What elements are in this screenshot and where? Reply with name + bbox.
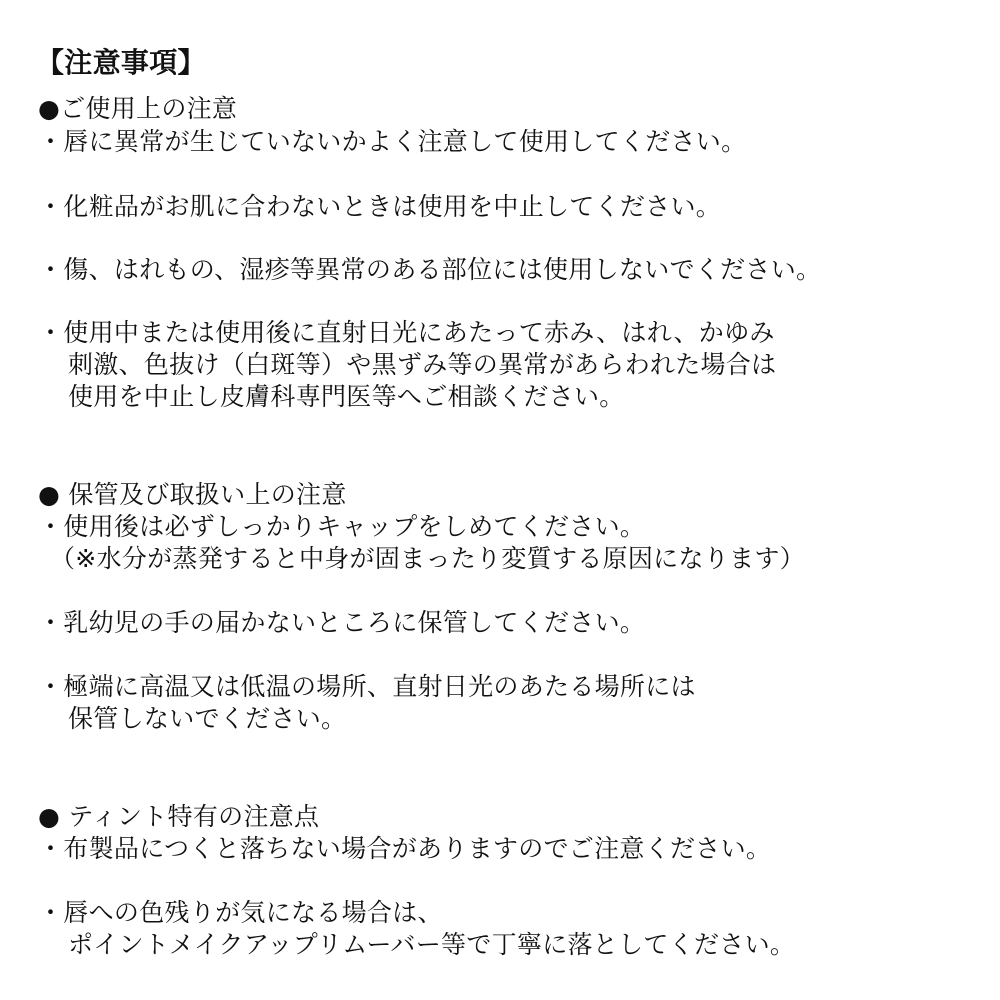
usage-item-sunlight-line-3: 使用を中止し皮膚科専門医等へご相談ください。 <box>68 382 625 411</box>
tint-item-fabric: ・布製品につくと落ちない場合がありますのでご注意ください。 <box>38 834 772 863</box>
storage-heading: ● 保管及び取扱い上の注意 <box>38 480 347 509</box>
tint-heading: ● ティント特有の注意点 <box>38 802 320 831</box>
usage-item-sunlight-line-2: 刺激、色抜け（白斑等）や黒ずみ等の異常があらわれた場合は <box>68 350 777 379</box>
usage-item-damaged-skin: ・傷、はれもの、湿疹等異常のある部位には使用しないでください。 <box>38 255 822 284</box>
storage-item-cap-note: （※水分が蒸発すると中身が固まったり変質する原因になります） <box>50 544 805 573</box>
storage-item-temperature-line-1: ・極端に高温又は低温の場所、直射日光のあたる場所には <box>38 672 696 701</box>
storage-item-cap: ・使用後は必ずしっかりキャップをしめてください。 <box>38 512 646 541</box>
usage-item-skin-mismatch: ・化粧品がお肌に合わないときは使用を中止してください。 <box>38 192 722 221</box>
usage-item-lip-check: ・唇に異常が生じていないかよく注意して使用してください。 <box>38 127 747 156</box>
notice-title: 【注意事項】 <box>36 46 206 79</box>
tint-item-residue-line-2: ポイントメイクアップリムーバー等で丁寧に落としてください。 <box>68 930 796 959</box>
tint-item-residue-line-1: ・唇への色残りが気になる場合は、 <box>38 898 443 927</box>
storage-item-children: ・乳幼児の手の届かないところに保管してください。 <box>38 608 646 637</box>
usage-item-sunlight-line-1: ・使用中または使用後に直射日光にあたって赤み、はれ、かゆみ <box>38 318 775 347</box>
usage-heading: ●ご使用上の注意 <box>38 94 238 123</box>
storage-item-temperature-line-2: 保管しないでください。 <box>68 704 347 733</box>
